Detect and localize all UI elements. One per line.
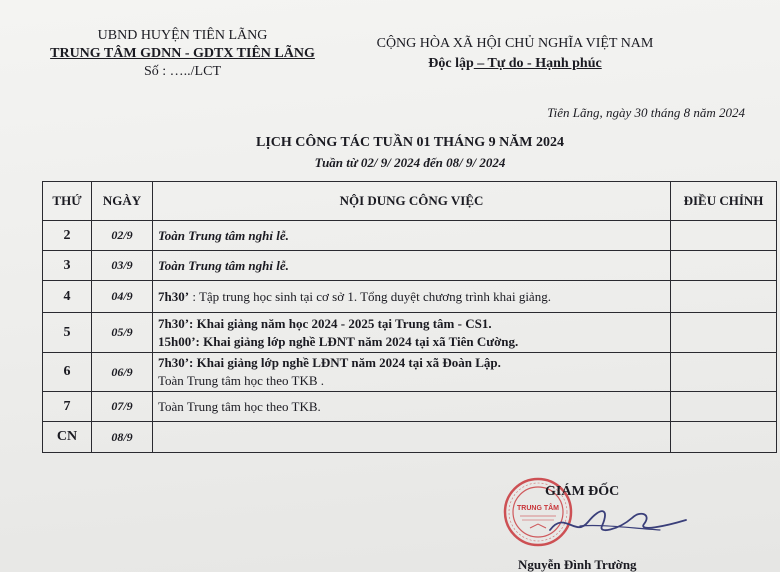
cell-thu: 7 <box>43 392 92 422</box>
table-row <box>43 422 777 453</box>
cell-content <box>153 281 671 313</box>
issuer-block <box>40 28 325 80</box>
table-row <box>43 353 777 392</box>
document-title: LỊCH CÔNG TÁC TUẦN 01 THÁNG 9 NĂM 2024 <box>255 135 565 150</box>
cell-adjust <box>671 313 777 353</box>
header-thu: THỨ <box>43 182 92 221</box>
issuer-parent: UBND HUYỆN TIÊN LÃNG <box>97 28 268 43</box>
cell-content <box>153 422 671 453</box>
cell-content <box>153 251 671 281</box>
national-motto <box>345 56 685 72</box>
cell-ngay: 06/9 <box>92 353 153 392</box>
cell-content <box>153 353 671 392</box>
content-time: 7h30’ <box>158 288 190 304</box>
table-header-row <box>43 182 777 221</box>
cell-adjust <box>671 353 777 392</box>
content-line: Toàn Trung tâm nghỉ lễ. <box>158 227 289 243</box>
schedule-table <box>42 181 777 453</box>
cell-ngay: 08/9 <box>92 422 153 453</box>
content-line: : Tập trung học sinh tại cơ sở 1. Tổng duyệt chương trình khai giảng. <box>189 288 551 304</box>
cell-adjust <box>671 422 777 453</box>
cell-content <box>153 392 671 422</box>
cell-adjust <box>671 392 777 422</box>
content-line: 7h30’: Khai giảng lớp nghề LĐNT năm 2024 tại xã Đoàn Lập. <box>158 355 501 370</box>
country-name: CỘNG HÒA XÃ HỘI CHỦ NGHĨA VIỆT NAM <box>376 36 654 51</box>
cell-ngay: 03/9 <box>92 251 153 281</box>
content-line: Toàn Trung tâm nghỉ lễ. <box>158 257 289 273</box>
issuer-name-text: TRUNG TÂM GDNN - GDTX TIÊN LÃNG <box>50 46 315 61</box>
document-subtitle: Tuần từ 02/ 9/ 2024 đến 08/ 9/ 2024 <box>314 155 506 170</box>
signer-name: Nguyễn Đình Trường <box>518 557 637 572</box>
header-ngay: NGÀY <box>92 182 153 221</box>
table-row <box>43 251 777 281</box>
svg-text:TRUNG TÂM: TRUNG TÂM <box>517 505 559 512</box>
cell-adjust <box>671 221 777 251</box>
cell-content <box>153 221 671 251</box>
handwritten-signature <box>540 500 690 540</box>
content-line: 15h00’: Khai giảng lớp nghề LĐNT năm 2024 tại xã Tiên Cường. <box>158 333 519 349</box>
cell-thu: 4 <box>43 281 92 313</box>
motto-underlined <box>474 56 602 71</box>
motto-part-a: Độc lập <box>428 56 474 71</box>
cell-thu: CN <box>43 422 92 453</box>
cell-adjust <box>671 281 777 313</box>
place-date: Tiên Lãng, ngày 30 tháng 8 năm 2024 <box>547 105 745 120</box>
issuer-name <box>40 46 325 62</box>
table-row <box>43 313 777 353</box>
cell-thu: 5 <box>43 313 92 353</box>
cell-ngay: 04/9 <box>92 281 153 313</box>
cell-ngay: 07/9 <box>92 392 153 422</box>
cell-thu: 2 <box>43 221 92 251</box>
document-number: Số : …../LCT <box>143 64 221 79</box>
cell-thu: 3 <box>43 251 92 281</box>
table-row <box>43 281 777 313</box>
table-row <box>43 221 777 251</box>
cell-content <box>153 313 671 353</box>
cell-ngay: 02/9 <box>92 221 153 251</box>
motto-part-b: Tự do - Hạnh phúc <box>487 56 602 71</box>
cell-adjust <box>671 251 777 281</box>
table-row <box>43 392 777 422</box>
motto-dash: – <box>473 56 488 71</box>
header-content: NỘI DUNG CÔNG VIỆC <box>153 182 671 221</box>
content-line: 7h30’: Khai giảng năm học 2024 - 2025 tại Trung tâm - CS1. <box>158 315 492 331</box>
content-line: Toàn Trung tâm học theo TKB. <box>158 398 321 414</box>
header-adjust: ĐIỀU CHỈNH <box>671 182 777 221</box>
signer-role: GIÁM ĐỐC <box>545 484 620 499</box>
content-line: Toàn Trung tâm học theo TKB . <box>158 373 325 388</box>
cell-ngay: 05/9 <box>92 313 153 353</box>
national-header <box>345 36 685 72</box>
cell-thu: 6 <box>43 353 92 392</box>
